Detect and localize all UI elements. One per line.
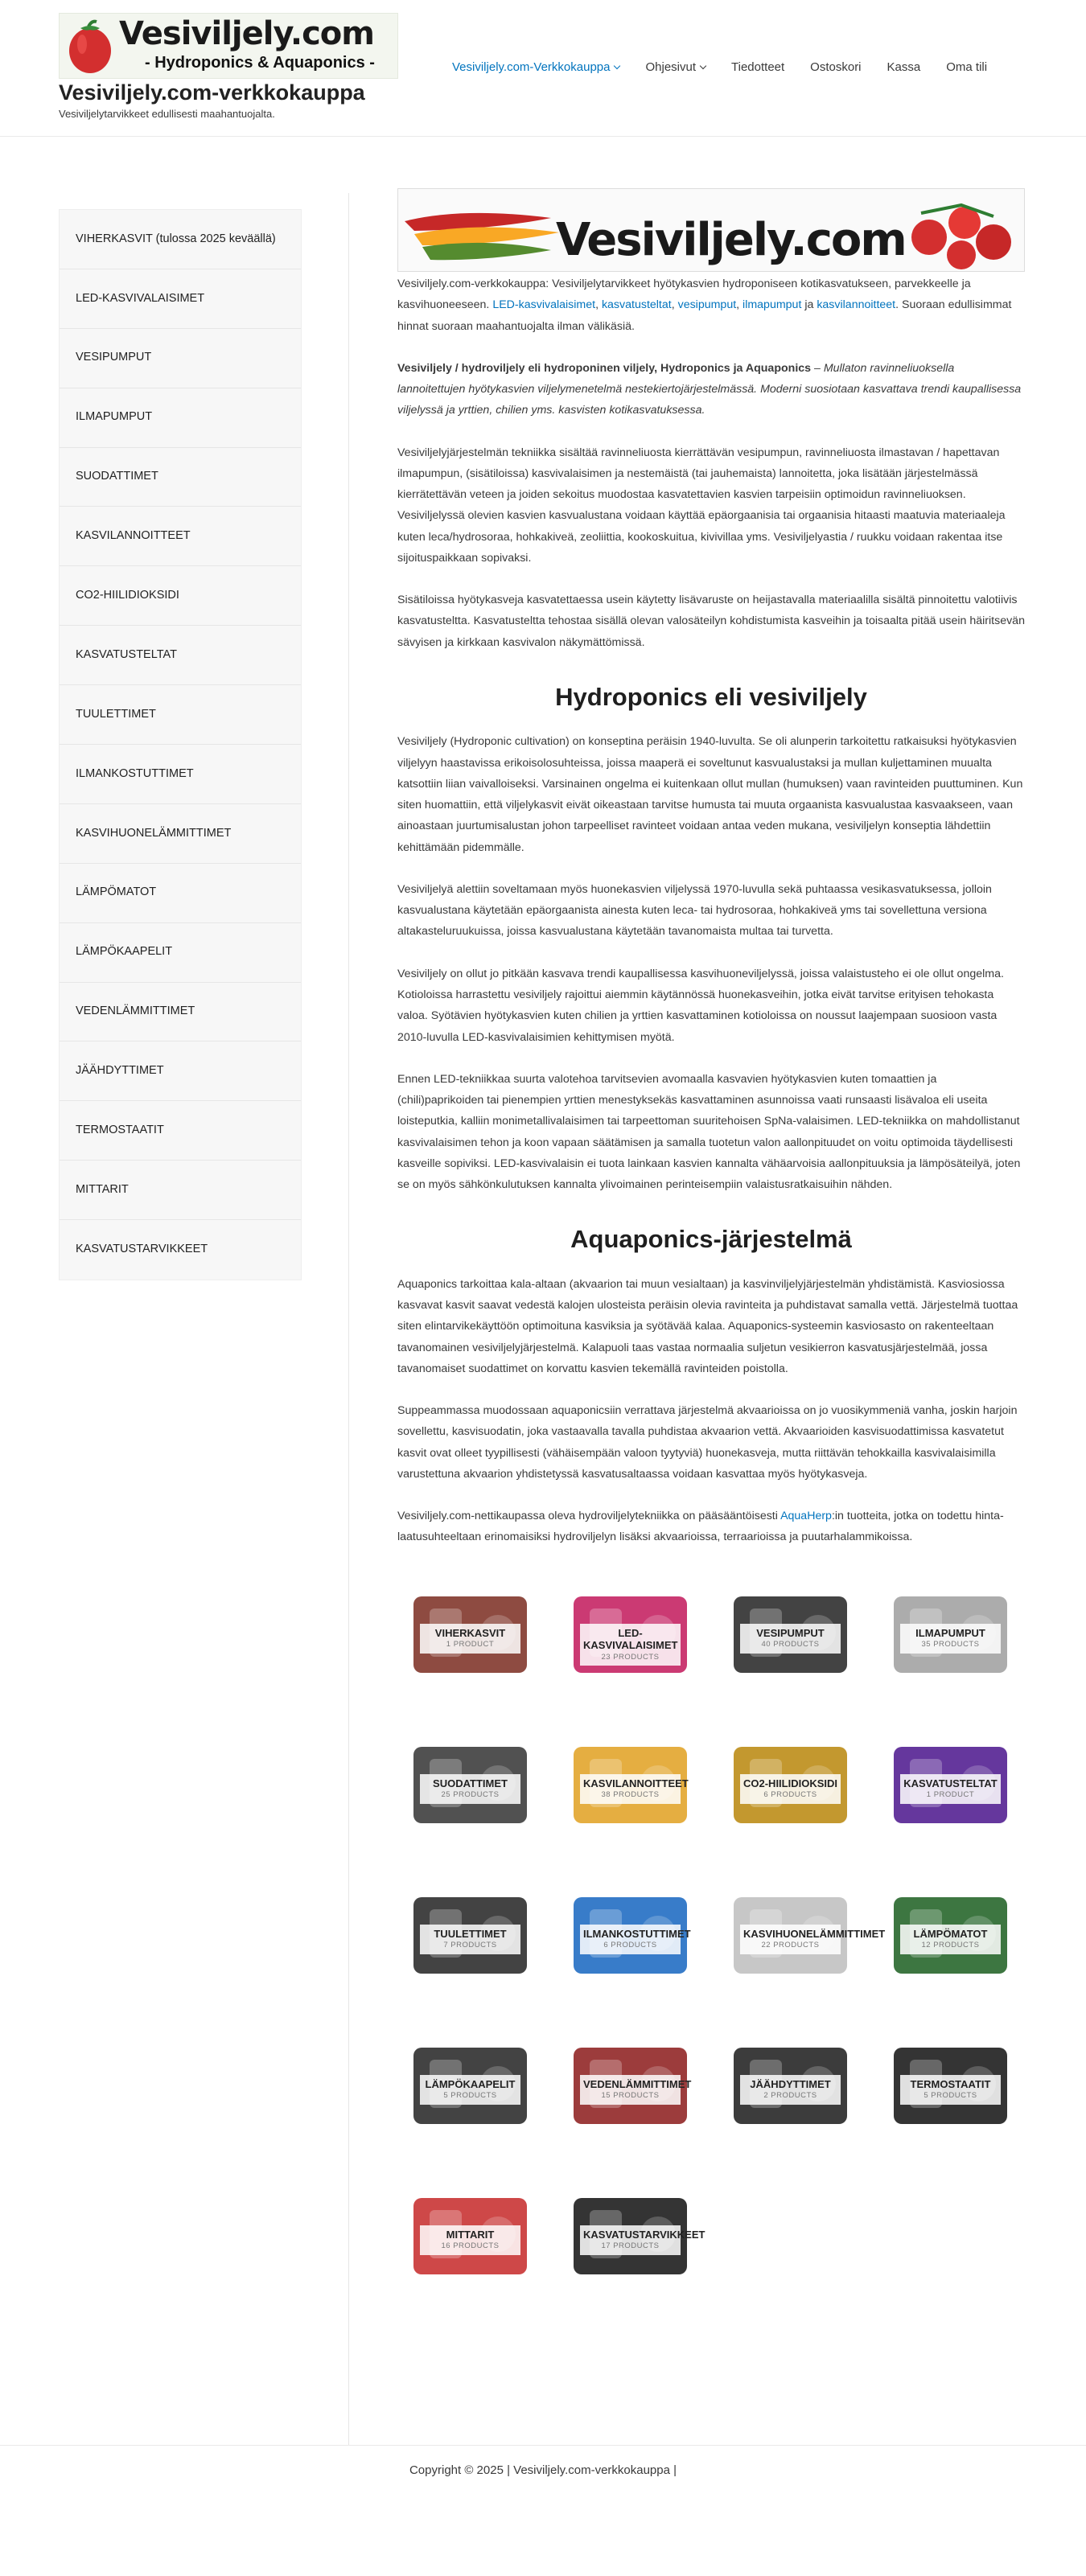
intro-paragraph <box>397 273 1025 337</box>
sidebar-item-mittarit[interactable]: MITTARIT <box>60 1161 301 1220</box>
main-nav <box>439 60 1000 74</box>
category-card[interactable] <box>557 1723 703 1873</box>
category-card[interactable] <box>557 1572 703 1723</box>
category-name: KASVIHUONELÄMMITTIMET <box>743 1927 886 1940</box>
site-header <box>0 0 1086 137</box>
link-kasvatusteltat[interactable]: kasvatusteltat <box>601 298 672 312</box>
category-count: 5 PRODUCTS <box>924 2091 977 2101</box>
category-name: LÄMPÖMATOT <box>913 1927 988 1940</box>
nav-item-tiedotteet[interactable]: Tiedotteet <box>731 60 785 74</box>
site-title[interactable]: Vesiviljely.com-verkkokauppa <box>59 80 365 105</box>
category-grid <box>397 1572 1025 2324</box>
separator: , <box>671 298 678 312</box>
category-count: 35 PRODUCTS <box>921 1640 980 1650</box>
aquaherp-text-b: :in tuotteita, jotka on todettu hinta-laatusuhteeltaan erinomaisiksi hydroviljelyn lisäksi akvaarioissa, terraarioissa ja puutarhalammikoissa. <box>397 1510 1004 1544</box>
category-card[interactable] <box>878 2023 1023 2174</box>
sidebar-item-lampokaapelit[interactable]: LÄMPÖKAAPELIT <box>60 923 301 983</box>
link-ilmapumput[interactable]: ilmapumput <box>743 298 802 312</box>
category-count: 1 PRODUCT <box>926 1790 975 1800</box>
chevron-down-icon <box>700 63 706 69</box>
category-count: 6 PRODUCTS <box>603 1941 657 1950</box>
category-name: ILMAPUMPUT <box>915 1626 985 1639</box>
intro-text-b: . Suoraan edullisimmat hinnat suoraan maahantuojalta ilman välikäsiä. <box>397 298 1012 333</box>
category-name: KASVATUSTARVIKKEET <box>583 2228 705 2241</box>
sidebar-item-kasvilannoitteet[interactable]: KASVILANNOITTEET <box>60 507 301 566</box>
category-label <box>580 2075 692 2105</box>
sidebar-item-tuulettimet[interactable]: TUULETTIMET <box>60 685 301 745</box>
category-label <box>900 1624 1001 1654</box>
category-card[interactable] <box>718 1572 863 1723</box>
sidebar-item-co2[interactable]: CO2-HIILIDIOKSIDI <box>60 566 301 626</box>
hero-banner <box>397 188 1025 272</box>
footer-copyright: Copyright © 2025 | Vesiviljely.com-verkkokauppa | <box>409 2463 677 2477</box>
category-count: 2 PRODUCTS <box>763 2091 817 2101</box>
aquaponics-heading: Aquaponics-järjestelmä <box>570 1225 852 1254</box>
category-label <box>420 1774 520 1804</box>
category-card[interactable] <box>557 2023 703 2174</box>
category-name: KASVATUSTELTAT <box>903 1777 998 1789</box>
aquaponics-paragraph: Aquaponics tarkoittaa kala-altaan (akvaarion tai muun vesialtaan) ja kasvinviljelyjärjestelmän yhdistämistä. Kasviosiossa kasvavat kasvit saavat vedestä kalojen ulosteista peräisin olevia ravinteita ja puhdistavat samalla vettä. Järjestelmä tuottaa siten elintarvikekäyttöön optimoituna kasviksia ja syötävää kalaa. Aquaponics-systeemin kasviosasto on rakenteeltaan tavanomainen vesiviljelyjärjestelmä. Kalapuoli taas vastaa normaalia suljetun vesikierron kasvatusjärjestelmää, jossa tavanomaiset suodattimet on korvattu kasvien tekemällä ravinteiden poistolla. <box>397 1277 1018 1375</box>
sidebar-item-ilmapumput[interactable]: ILMAPUMPUT <box>60 388 301 448</box>
category-label <box>580 1774 689 1804</box>
category-label <box>740 1774 841 1804</box>
category-name: TUULETTIMET <box>434 1927 507 1940</box>
category-name: MITTARIT <box>446 2228 495 2241</box>
category-label <box>900 1925 1001 1954</box>
logo-text: Vesiviljely.com <box>119 15 374 52</box>
category-label <box>420 1925 520 1954</box>
separator: ja <box>801 298 817 312</box>
history-paragraph: Vesiviljely (Hydroponic cultivation) on konseptina peräisin 1940-luvulta. Se oli alunperin tarkoitettu ratkaisuksi hyötykasvien viljelyyn haastavissa erikoisolosuhteissa, joissa maaperä ei soveltunut kasvualustaksi ja mullan kuljettaminen muualta katsottiin liian vaivalloiseksi. Varsinainen ongelma ei kuitenkaan ollut mullan (humuksen) vaan ravinteiden puuttuminen. Kun siten huomattiin, että viljelykasvit eivät oikeastaan tarvitse humusta tai muuta orgaanista kasvualustaa kasvaakseen, vaan ainoastaan juurtumisalustan johon tarpeelliset ravinteet voidaan antaa veden mukana, vesiviljelyn konseptia lähdettiin kehittämään pidemmälle. <box>397 735 1023 854</box>
sidebar-item-suodattimet[interactable]: SUODATTIMET <box>60 448 301 507</box>
sidebar-item-vesipumput[interactable]: VESIPUMPUT <box>60 329 301 388</box>
pepper-logo-icon <box>64 18 116 75</box>
category-name: VEDENLÄMMITTIMET <box>583 2077 692 2090</box>
category-card[interactable] <box>397 2023 543 2174</box>
link-led-kasvivalaisimet[interactable]: LED-kasvivalaisimet <box>492 298 596 312</box>
link-kasvilannoitteet[interactable]: kasvilannoitteet <box>817 298 896 312</box>
category-name: VESIPUMPUT <box>756 1626 825 1639</box>
site-footer <box>0 2445 1086 2541</box>
category-count: 23 PRODUCTS <box>601 1652 660 1662</box>
definition-italic: – Mullaton ravinneliuoksella lannoitettujen hyötykasvien viljelymenetelmä nestekiertojärjestelmässä. Moderni suosiotaan kasvattava trendi kaupallisessa viljelyssä ja yrttien, chilien yms. kasvisten kotikasvatuksessa. <box>397 361 1022 417</box>
category-label <box>740 1925 886 1954</box>
category-count: 7 PRODUCTS <box>443 1941 497 1950</box>
category-label <box>900 1774 1001 1804</box>
houseplant-paragraph: Vesiviljelyä alettiin soveltamaan myös huonekasvien viljelyssä 1970-luvulla sekä puhtaassa vesikasvatuksessa, jolloin kasvualustana käytetään epäorgaanista ainesta kuten leca- tai hydrosoraa, hohkakiveä yms tai sovellettuna versiona altakasteluruukuissa, joissa kasvualustana käytetään tavanomaista multaa tai turvetta. <box>397 882 992 939</box>
category-name: VIHERKASVIT <box>434 1626 506 1639</box>
trend-paragraph: Vesiviljely on ollut jo pitkään kasvava trendi kaupallisessa kasvihuoneviljelyssä, joissa valaistusteho ei ole ollut ongelma. Kotioloissa harrastettu vesiviljely rajoittui aiemmin käytännössä huonekasveihin, jotka eivät tarvitse erityisen tehokasta valoa. Syötävien hyötykasvien kuten chilien ja yrttien kasvattaminen kotioloissa on noussut laajempaan suosioon vasta 2010-luvulla LED-kasvivalaisimien kehittymisen myötä. <box>397 967 1004 1044</box>
led-paragraph: Ennen LED-tekniikkaa suurta valotehoa tarvitsevien avomaalla kasvavien hyötykasvien kuten tomaattien ja (chili)paprikoiden tai pienempien yrttien menestyksekäs kasvattaminen asunnoissa vaati runsaasti lisävaloa eli useita loisteputkia, kalliin monimetallivalaisimen tai tarpeettoman suuritehoisen SpNa-valaisimen. LED-tekniikka on mahdollistanut kasvivalaisimen tehon ja koon vapaan säätämisen ja samalla tuotetun valon aallonpituudet on voitu optimoida täydellisesti kasveille sopiviksi. LED-kasvivalaisin ei tuota lainkaan kasvien kannalta vähäarvoisia aallonpituuksia ja lämpösäteilyä, joten se on myös sähkönkulutuksen kannalta ylivoimainen perinteisempiin valaistusratkaisuihin nähden. <box>397 1072 1021 1192</box>
category-label <box>420 2225 520 2255</box>
sidebar-item-termostaatit[interactable]: TERMOSTAATIT <box>60 1101 301 1161</box>
category-card[interactable] <box>557 1873 703 2023</box>
link-vesipumput[interactable]: vesipumput <box>677 298 737 312</box>
category-label <box>740 1624 841 1654</box>
category-card[interactable] <box>718 1873 886 2023</box>
nav-item-label: Vesiviljely.com-Verkkokauppa <box>452 60 611 74</box>
category-name: JÄÄHDYTTIMET <box>750 2077 831 2090</box>
intro-text-a: Vesiviljely.com-verkkokauppa: Vesiviljelytarvikkeet hyötykasvien hydroponiseen kotikasvatukseen, parvekkeelle ja kasvihuoneeseen. <box>397 277 971 312</box>
category-name: LED-KASVIVALAISIMET <box>583 1626 678 1652</box>
category-label <box>580 1925 691 1954</box>
category-label <box>420 1624 520 1654</box>
nav-item-label: Ohjesivut <box>645 60 697 74</box>
category-card[interactable] <box>397 1873 543 2023</box>
site-tagline: Vesiviljelytarvikkeet edullisesti maahantuojalta. <box>59 108 275 120</box>
category-count: 40 PRODUCTS <box>761 1640 820 1650</box>
sidebar-divider <box>348 193 349 2445</box>
sidebar-item-vedenlammittimet[interactable]: VEDENLÄMMITTIMET <box>60 983 301 1042</box>
banner-text: Vesiviljely.com <box>556 214 906 266</box>
sidebar-item-kasvatustarvikkeet[interactable]: KASVATUSTARVIKKEET <box>76 1243 208 1256</box>
category-count: 5 PRODUCTS <box>443 2091 497 2101</box>
category-card[interactable] <box>718 2023 863 2174</box>
sidebar-item-jaahdyttimet[interactable]: JÄÄHDYTTIMET <box>60 1041 301 1101</box>
category-name: TERMOSTAATIT <box>910 2077 991 2090</box>
chevron-down-icon <box>614 63 620 69</box>
nav-item-ostoskori[interactable]: Ostoskori <box>810 60 862 74</box>
aquaherp-paragraph <box>397 1506 1025 1548</box>
category-count: 1 PRODUCT <box>446 1640 495 1650</box>
content-area <box>0 137 1086 2445</box>
category-count: 15 PRODUCTS <box>601 2091 660 2101</box>
aquaherp-text-a: Vesiviljely.com-nettikaupassa oleva hydroviljelytekniikka on pääsääntöisesti <box>397 1510 781 1523</box>
nav-item-oma-tili[interactable]: Oma tili <box>946 60 988 74</box>
category-count: 22 PRODUCTS <box>761 1941 820 1950</box>
definition-paragraph <box>397 358 1025 421</box>
definition-bold: Vesiviljely / hydroviljely eli hydroponinen viljely, Hydroponics ja Aquaponics <box>397 361 812 375</box>
category-count: 6 PRODUCTS <box>763 1790 817 1800</box>
category-label <box>580 2225 705 2255</box>
separator: , <box>736 298 743 312</box>
category-card[interactable] <box>397 1572 543 1723</box>
site-logo[interactable] <box>59 13 398 79</box>
sidebar-item-kasvatusteltat[interactable]: KASVATUSTELTAT <box>60 626 301 685</box>
category-card[interactable] <box>397 1723 543 1873</box>
category-card[interactable] <box>878 1723 1023 1873</box>
category-count: 38 PRODUCTS <box>601 1790 660 1800</box>
category-label <box>420 2075 520 2105</box>
category-label <box>740 2075 841 2105</box>
category-card[interactable] <box>397 2174 543 2324</box>
separator: , <box>595 298 602 312</box>
system-paragraph: Vesiviljelyjärjestelmän tekniikka sisältää ravinneliuosta kierrättävän vesipumpun, ravinneliuosta ilmastavan / hapettavan ilmapumpun, (sisätiloissa) kasvivalaisimen ja nestemäistä (tai jauhemaista) lannoitetta, joka lisätään järjestelmässä kierrätettävän veteen ja joiden sekoitus muodostaa kasvatettavien kasvien tarpeisiin optimoidun ravinneliuoksen. Vesiviljelyssä olevien kasvien kasvualustana voidaan käyttää epäorgaanisia tai orgaanisia hitaasti maatuvia materiaaleja kuten leca/hydrosoraa, hohkakiveä, zeoliittia, kookoskuitua, kivivillaa yms. Vesiviljelyastia / ruukku voidaan rakentaa itse sijoituspaikkaan sopivaksi. <box>397 446 1006 565</box>
category-card[interactable] <box>557 2174 703 2324</box>
link-aquaherp[interactable]: AquaHerp <box>780 1510 832 1523</box>
sidebar-category-menu <box>59 209 302 1280</box>
nav-item-ohjesivut[interactable] <box>632 60 718 74</box>
sidebar-item-lampomatot[interactable]: LÄMPÖMATOT <box>60 864 301 923</box>
logo-subtitle: - Hydroponics & Aquaponics - <box>145 54 375 72</box>
category-count: 25 PRODUCTS <box>441 1790 500 1800</box>
nav-item-verkkokauppa[interactable] <box>439 60 632 74</box>
category-name: CO2-HIILIDIOKSIDI <box>743 1777 838 1789</box>
hydroponics-heading: Hydroponics eli vesiviljely <box>555 682 867 711</box>
category-count: 17 PRODUCTS <box>601 2241 660 2251</box>
category-name: LÄMPÖKAAPELIT <box>425 2077 516 2090</box>
category-name: KASVILANNOITTEET <box>583 1777 689 1789</box>
category-count: 16 PRODUCTS <box>441 2241 500 2251</box>
sidebar-item-ilmankostuttimet[interactable]: ILMANKOSTUTTIMET <box>60 745 301 804</box>
main-content <box>397 188 1025 2324</box>
sidebar-item-led-kasvivalaisimet[interactable]: LED-KASVIVALAISIMET <box>60 269 301 329</box>
category-name: ILMANKOSTUTTIMET <box>583 1927 691 1940</box>
aquarium-paragraph: Suppeammassa muodossaan aquaponicsiin verrattava järjestelmä akvaarioissa on jo vuosikymmeniä vanha, joskin harjoin sovellettu, kasvisuodatin, joka vastaavalla tavalla puhdistaa akvaarion vettä. Akvaarioiden kasvisuodattimissa kasvatetut kasvit ovat olleet tyypillisesti (vähäisempään valoon tyytyviä) huonekasveja, mutta riittävän tehokkailla kasvivalaisimilla varustettuna akvaarion yhdistetyssä kasvatusaltaassa voidaan kasvattaa myös hyötykasveja. <box>397 1404 1018 1481</box>
category-name: SUODATTIMET <box>433 1777 508 1789</box>
category-count: 12 PRODUCTS <box>921 1941 980 1950</box>
nav-item-kassa[interactable]: Kassa <box>886 60 921 74</box>
category-label <box>580 1624 681 1666</box>
tent-paragraph: Sisätiloissa hyötykasveja kasvatettaessa usein käytetty lisävaruste on heijastavalla materiaalilla sisältä pinnoitettu valotiivis kasvatusteltta. Kasvatusteltta tehostaa sisällä olevan valosäteilyn kohdistumista kasveihin ja toisaalta pitää usein häiritsevän sävyisen ja kirkkaan kasvivalon näkymättömissä. <box>397 594 1025 649</box>
category-label <box>900 2075 1001 2105</box>
sidebar-item-viherkasvit[interactable]: VIHERKASVIT (tulossa 2025 keväällä) <box>60 210 301 269</box>
category-card[interactable] <box>718 1723 863 1873</box>
category-card[interactable] <box>878 1572 1023 1723</box>
sidebar-item-kasvihuonelammittimet[interactable]: KASVIHUONELÄMMITTIMET <box>60 804 301 864</box>
category-card[interactable] <box>878 1873 1023 2023</box>
